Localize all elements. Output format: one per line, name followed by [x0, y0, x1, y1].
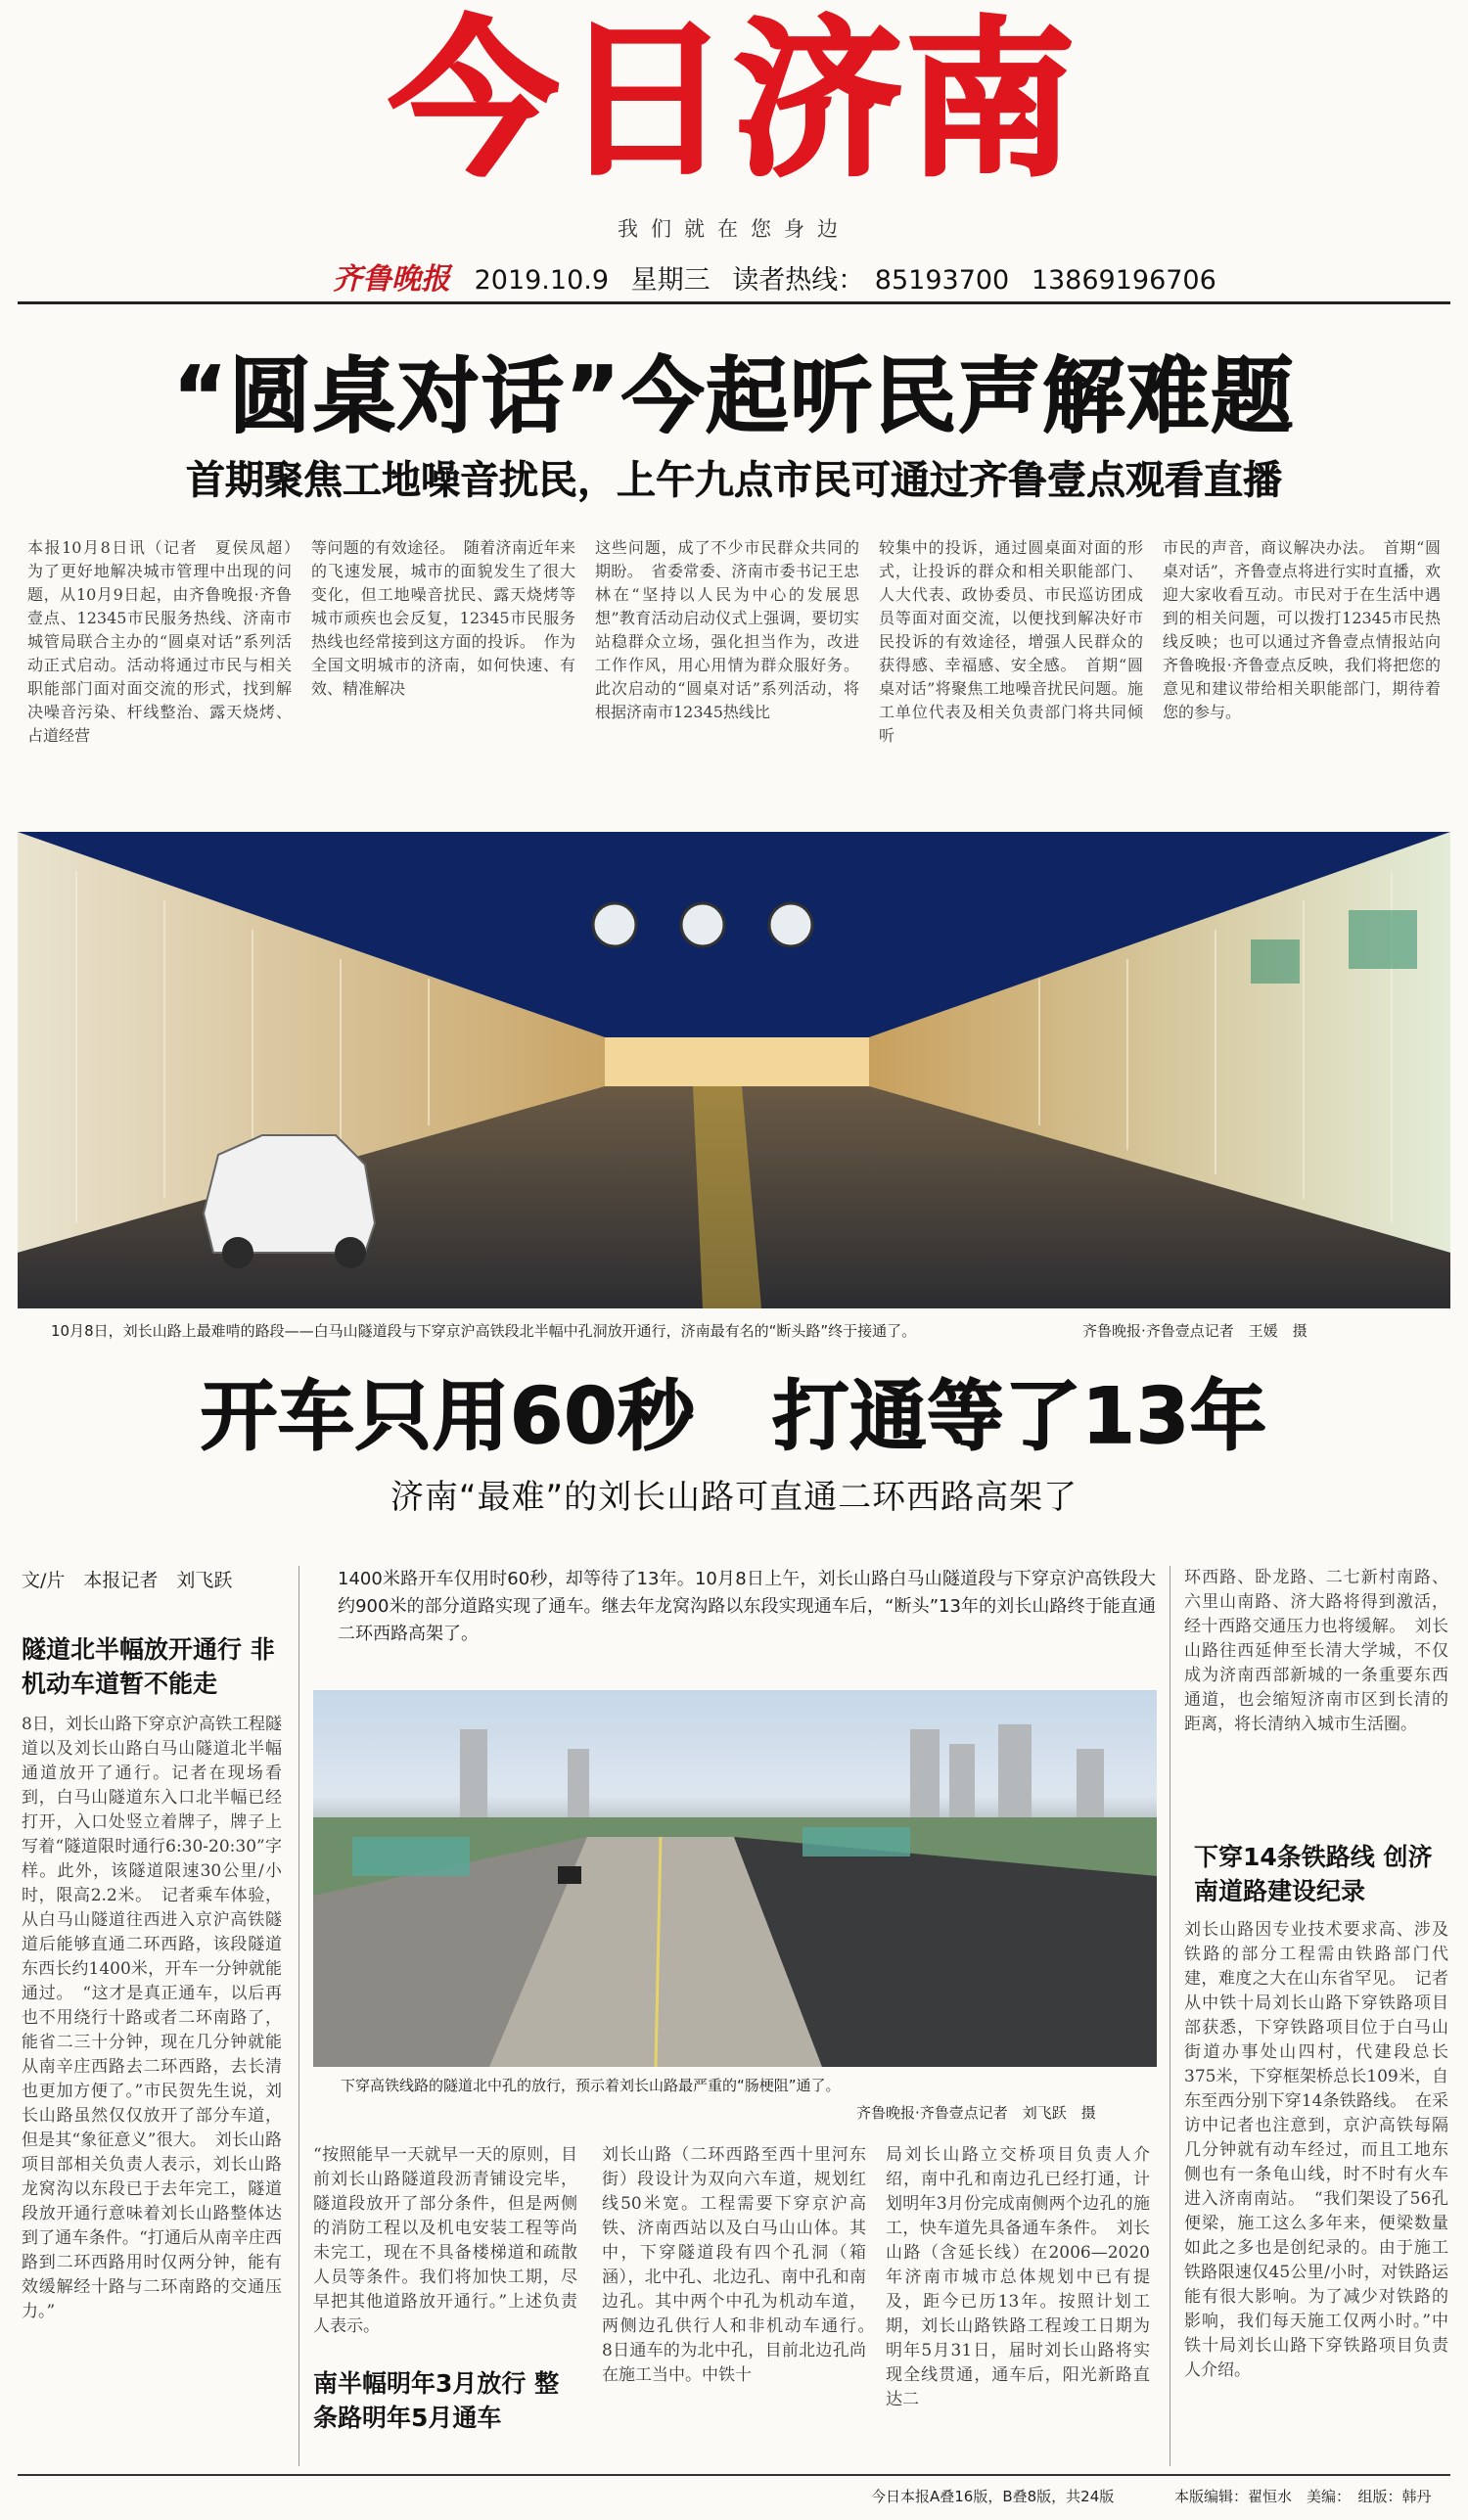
story1-subhead: 首期聚焦工地噪音扰民，上午九点市民可通过齐鲁壹点观看直播	[186, 458, 1282, 503]
story2-lead: 1400米路开车仅用时60秒，却等待了13年。10月8日上午，刘长山路白马山隧道段与下穿京沪高铁段大约900米的部分道路实现了通车。继去年龙窝沟路以东段实现通车后，“断头”13年的刘长山路终于能直通二环西路高架了。	[338, 1569, 1156, 1644]
photo2-caption: 下穿高铁线路的隧道北中孔的放行，预示着刘长山路最严重的“肠梗阻”通了。	[341, 2077, 841, 2094]
story1-column-3: 这些问题，成了不少市民群众共同的期盼。 省委常委、济南市委书记王忠林在“坚持以人民为中心的发展思想”教育活动启动仪式上强调，要切实站稳群众立场，强化担当作为，改进工作作风，用心用情为群众服好务。此次启动的“圆桌对话”系列活动，将根据济南市12345热线比	[595, 538, 859, 721]
construction-illustration	[313, 1690, 1157, 2067]
story1-headline: “圆桌对话”今起听民声解难题	[172, 348, 1296, 444]
photo2-credit: 齐鲁晚报·齐鲁壹点记者 刘飞跃 摄	[856, 2104, 1096, 2122]
section-b-text-1: “按照能早一天就早一天的原则，目前刘长山路隧道段沥青铺设完毕，隧道段放开了部分条件，但是两侧的消防工程以及机电安装工程等尚未完工，现在不具备楼梯道和疏散人员等条件。我们将加快工期，尽早把其他道路放开通行。”上述负责人表示。	[313, 2145, 577, 2336]
edition-info: 今日本报A叠16版，B叠8版，共24版	[871, 2488, 1115, 2505]
section-c-text-1: 环西路、卧龙路、二七新村南路、六里山南路、济大路将得到激活，经十西路交通压力也将缓解。 刘长山路往西延伸至长清大学城，不仅成为济南西部新城的一条重要东西通道，也会缩短济南市区到长清的距离，将长清纳入城市生活圈。	[1184, 1568, 1448, 1734]
dateline	[333, 254, 1230, 298]
hotline-number-2: 13869196706	[1031, 265, 1216, 296]
hotline-number-1: 85193700	[874, 265, 1010, 296]
section-b-text-2: 刘长山路（二环西路至西十里河东街）段设计为双向六车道，规划红线50米宽。工程需要下穿京沪高铁、济南西站以及白马山山体。其中，下穿隧道段有四个孔洞（箱涵），北中孔、北边孔、南中孔和南边孔。其中两个中孔为机动车道，两侧边孔供行人和非机动车通行。 8日通车的为北中孔，目前北边孔尚在施工当中。中铁十	[602, 2145, 883, 2385]
issue-date: 2019.10.9	[474, 265, 610, 296]
hotline-label: 读者热线：	[732, 265, 865, 296]
editor-credits: 本版编辑：翟恒水 美编： 组版：韩丹	[1174, 2488, 1432, 2505]
story1-column-5: 市民的声音，商议解决办法。 首期“圆桌对话”，齐鲁壹点将进行实时直播，欢迎大家收看互动。市民对于在生活中遇到的相关问题，可以拨打12345市民热线反映；也可以通过齐鲁壹点情报站向齐鲁晚报·齐鲁壹点反映，我们将把您的意见和建议带给相关职能部门，期待着您的参与。	[1163, 538, 1441, 721]
brand-logo: 齐鲁晚报	[333, 262, 450, 297]
story2-headline: 开车只用60秒 打通等了13年	[200, 1373, 1268, 1461]
footer-divider	[18, 2474, 1450, 2476]
masthead-divider	[18, 301, 1450, 304]
story1-column-4: 较集中的投诉，通过圆桌面对面的形式，让投诉的群众和相关职能部门、人大代表、政协委员、市民巡访团成员等面对面交流，以便找到解决好市民投诉的有效途径，增强人民群众的获得感、幸福感、安全感。 首期“圆桌对话”将聚焦工地噪音扰民问题。施工单位代表及相关负责部门将共同倾听	[879, 538, 1143, 745]
story2-subhead: 济南“最难”的刘长山路可直通二环西路高架了	[390, 1478, 1078, 1517]
story1-column-2: 等问题的有效途径。 随着济南近年来的飞速发展，城市的面貌发生了很大变化，但工地噪音扰民、露天烧烤等城市顽疾也会反复，12345市民服务热线也经常接到这方面的投诉。 作为全国文明城市的济南，如何快速、有效、精准解决	[311, 538, 575, 698]
masthead-title: 今日济南	[390, 2, 1078, 199]
story1-column-1: 本报10月8日讯（记者 夏侯凤超） 为了更好地解决城市管理中出现的问题，从10月9日起，由齐鲁晚报·齐鲁壹点、12345市民服务热线、济南市城管局联合主办的“圆桌对话”系列活动正式启动。活动将通过市民与相关职能部门面对面交流的形式，找到解决噪音污染、杆线整治、露天烧烤、占道经营	[27, 538, 308, 745]
section-a-text: 8日，刘长山路下穿京沪高铁工程隧道以及刘长山路白马山隧道北半幅通道放开了通行。记者在现场看到，白马山隧道东入口北半幅已经打开，入口处竖立着牌子，牌子上写着“隧道限时通行6:30-20:30”字样。此外，该隧道限速30公里/小时，限高2.2米。 记者乘车体验，从白马山隧道往西进入京沪高铁隧道后能够直通二环西路，该段隧道东西长约1400米，开车一分钟就能通过。 “这才是真正通车，以后再也不用绕行十路或者二环南路了，能省二三十分钟，现在几分钟就能从南辛庄西路去二环西路，去长清也更加方便了。”市民贺先生说，刘长山路虽然仅仅放开了部分车道，但是其“象征意义”很大。 刘长山路项目部相关负责人表示，刘长山路龙窝沟以东段已于去年完工，隧道段放开通行意味着刘长山路整体达到了通车条件。“打通后从南辛庄西路到二环西路用时仅两分钟，能有效缓解经十路与二环南路的交通压力。”	[22, 1715, 282, 2321]
photo1-credit: 齐鲁晚报·齐鲁壹点记者 王媛 摄	[1082, 1322, 1307, 1340]
story2-byline: 文/片 本报记者 刘飞跃	[22, 1570, 233, 1591]
section-c-text-2: 刘长山路因专业技术要求高、涉及铁路的部分工程需由铁路部门代建，难度之大在山东省罕见。 记者从中铁十局刘长山路下穿铁路项目部获悉，下穿铁路项目位于白马山街道办事处山四村，代建段总长375米，下穿框架桥总长109米，自东至西分别下穿14条铁路线。 在采访中记者也注意到，京沪高铁每隔几分钟就有动车经过，而且工地东侧也有一条龟山线，时不时有火车进入济南南站。 “我们架设了56孔便梁，施工这么多年来，便梁数量如此之多也是创纪录的。由于施工铁路限速仅45公里/小时，对铁路运能有很大影响。为了减少对铁路的影响，我们每天施工仅两小时。”中铁十局刘长山路下穿铁路项目负责人介绍。	[1184, 1920, 1448, 2380]
section-b-text-3: 局刘长山路立交桥项目负责人介绍，南中孔和南边孔已经打通，计划明年3月份完成南侧两个边孔的施工，快车道先具备通车条件。 刘长山路（含延长线）在2006—2020年济南市城市总体规划中已有提及，距今已历13年。按照计划工期，刘长山路铁路工程竣工日期为明年5月31日，届时刘长山路将实现全线贯通，通车后，阳光新路直达二	[886, 2145, 1150, 2409]
photo1-caption: 10月8日，刘长山路上最难啃的路段——白马山隧道段与下穿京沪高铁段北半幅中孔洞放开通行，济南最有名的“断头路”终于接通了。	[51, 1322, 917, 1340]
issue-weekday: 星期三	[630, 265, 711, 296]
column-divider	[298, 1566, 299, 2466]
section-a-title: 隧道北半幅放开通行 非机动车道暂不能走	[22, 1635, 275, 1698]
tunnel-illustration	[18, 832, 1450, 1308]
masthead-slogan: 我们就在您身边	[618, 217, 850, 241]
section-c-title: 下穿14条铁路线 创济南道路建设纪录	[1194, 1843, 1433, 1905]
section-b-title: 南半幅明年3月放行 整条路明年5月通车	[313, 2369, 560, 2432]
tunnel-photo	[18, 832, 1450, 1308]
construction-photo	[313, 1690, 1157, 2067]
